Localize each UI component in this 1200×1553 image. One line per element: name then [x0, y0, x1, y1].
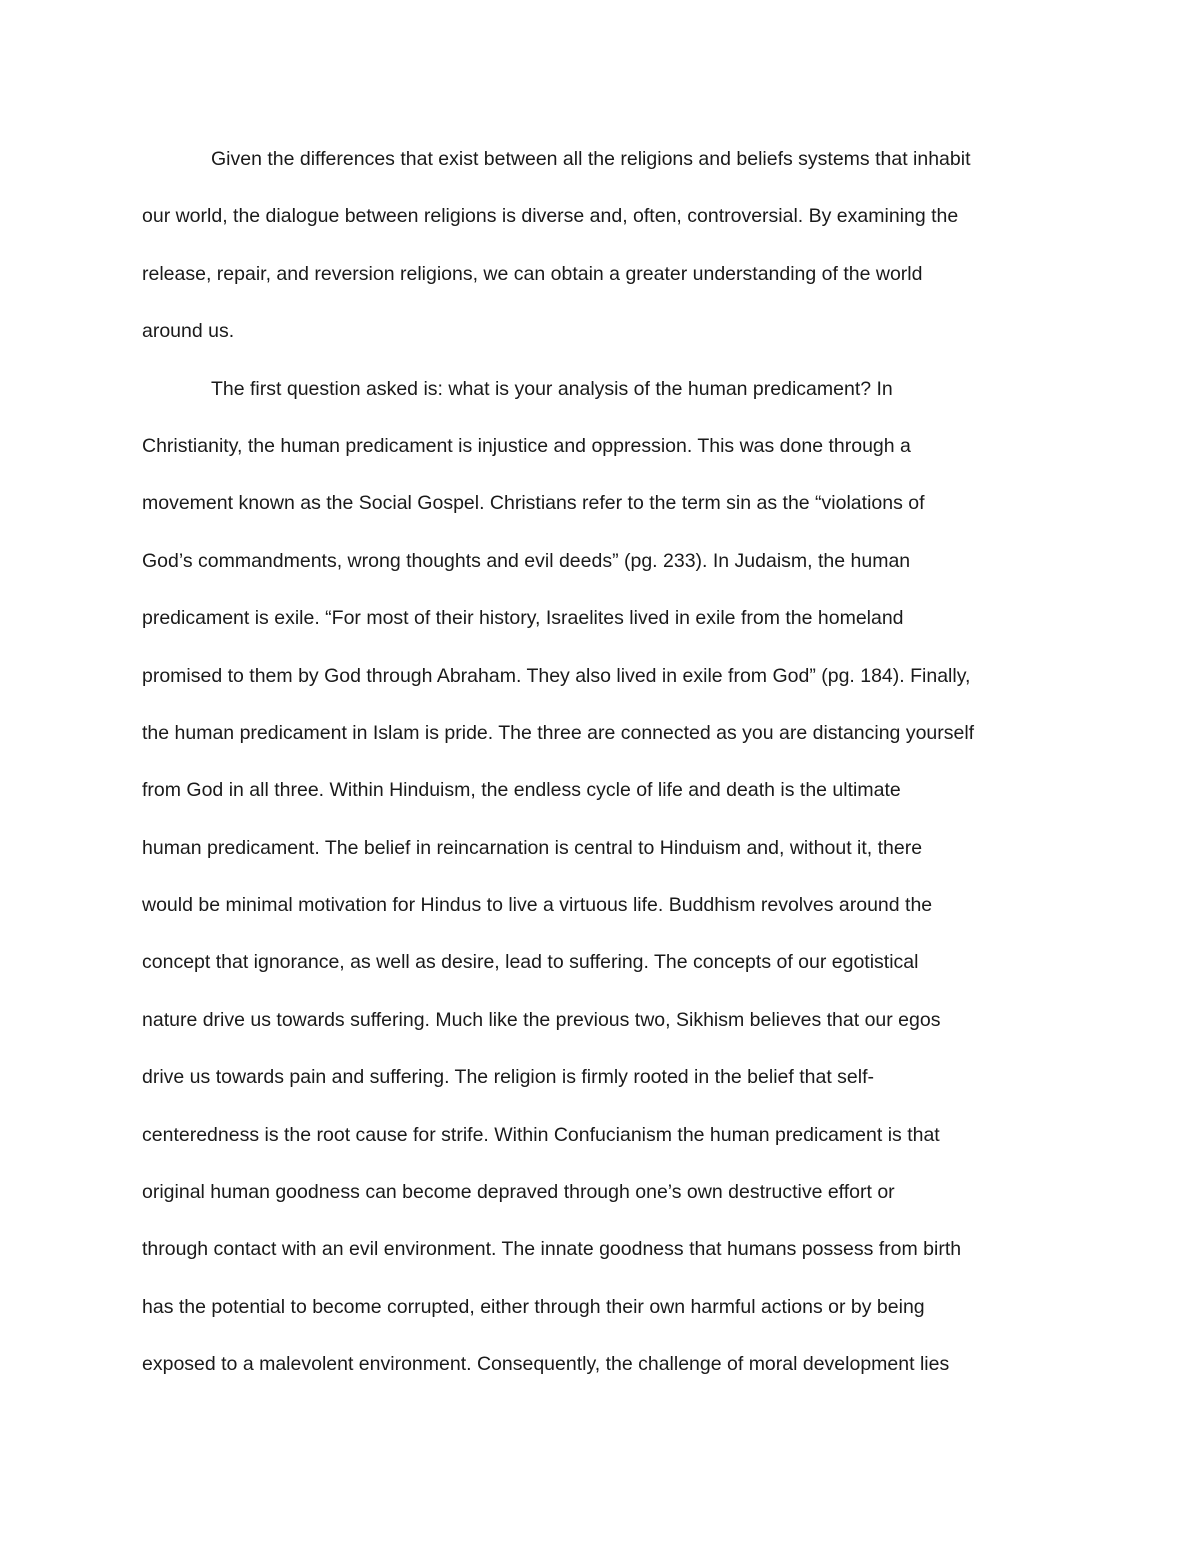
text-line: Christianity, the human predicament is injustice and oppression. This was done through a [142, 434, 911, 457]
text-line: around us. [142, 320, 235, 343]
text-line: has the potential to become corrupted, either through their own harmful actions or by being [142, 1295, 925, 1318]
text-line: exposed to a malevolent environment. Consequently, the challenge of moral development lies [142, 1353, 950, 1376]
text-line: our world, the dialogue between religions is diverse and, often, controversial. By examining the [142, 205, 959, 228]
document-body [142, 138, 1067, 1401]
paragraph-human-predicament [142, 368, 1067, 1401]
text-line: through contact with an evil environment. The innate goodness that humans possess from birth [142, 1238, 962, 1261]
text-line: the human predicament in Islam is pride. The three are connected as you are distancing yourself [142, 721, 975, 744]
text-line: Given the differences that exist between all the religions and beliefs systems that inhabit [211, 148, 971, 170]
text-line: human predicament. The belief in reincarnation is central to Hinduism and, without it, there [142, 836, 923, 859]
text-line: The first question asked is: what is your analysis of the human predicament? In [211, 377, 893, 400]
text-line: God’s commandments, wrong thoughts and evil deeds” (pg. 233). In Judaism, the human [142, 549, 911, 572]
paragraph-introduction [142, 138, 1067, 368]
text-line: concept that ignorance, as well as desire, lead to suffering. The concepts of our egotistical [142, 951, 919, 974]
text-line: drive us towards pain and suffering. The religion is firmly rooted in the belief that self- [142, 1066, 874, 1089]
text-line: from God in all three. Within Hinduism, the endless cycle of life and death is the ultimate [142, 779, 901, 802]
text-line: centeredness is the root cause for strife. Within Confucianism the human predicament is that [142, 1123, 940, 1146]
text-line: movement known as the Social Gospel. Christians refer to the term sin as the “violations of [142, 492, 925, 515]
text-line: would be minimal motivation for Hindus to live a virtuous life. Buddhism revolves around the [142, 894, 933, 917]
text-line: original human goodness can become depraved through one’s own destructive effort or [142, 1181, 895, 1204]
text-line: release, repair, and reversion religions, we can obtain a greater understanding of the world [142, 262, 923, 285]
text-line: nature drive us towards suffering. Much like the previous two, Sikhism believes that our egos [142, 1008, 941, 1031]
text-line: promised to them by God through Abraham. They also lived in exile from God” (pg. 184). Finally, [142, 664, 971, 687]
text-line: predicament is exile. “For most of their history, Israelites lived in exile from the homeland [142, 607, 904, 630]
